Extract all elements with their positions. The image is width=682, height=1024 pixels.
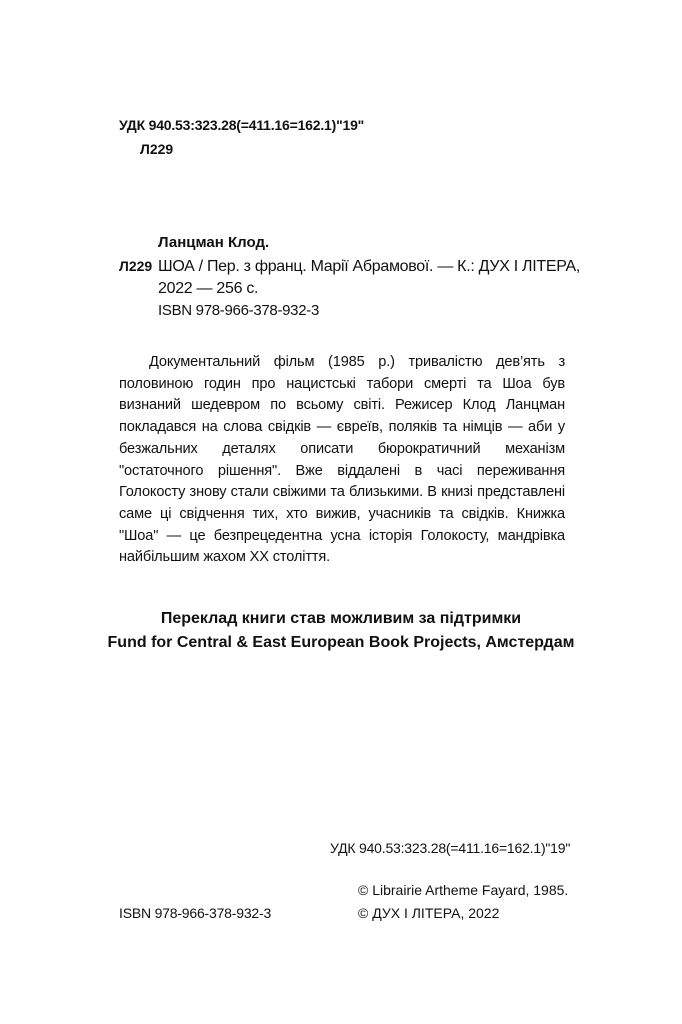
author-name: Ланцман Клод. xyxy=(158,234,270,251)
description-line-2: 2022 — 256 с. xyxy=(158,280,259,297)
udk-code-top: УДК 940.53:323.28(=411.16=162.1)"19" xyxy=(119,117,365,133)
author-code-top: Л229 xyxy=(140,141,174,157)
support-line-2: Fund for Central & East European Book Projects, Амстердам xyxy=(107,634,575,651)
udk-code-bottom: УДК 940.53:323.28(=411.16=162.1)"19" xyxy=(330,840,571,856)
author-code: Л229 xyxy=(119,258,153,274)
annotation-paragraph: Документальний фільм (1985 р.) тривалістю дев’ять з половиною годин про нацистські табори смерті та Шоа був визнаний шедевром по всьому світі. Режисер Клод Ланцман покладався на слова свідків — євреїв, поляків та німців — аби у безжальних деталях описати бюрократичний механізм "остаточного рішення". Вже віддалені в часі переживання Голокосту знову стали свіжими та близькими. В книзі представлені саме ці свідчення тих, хто вижив, учасників та свідків. Книжка "Шоа" — це безпрецедентна усна історія Голокосту, мандрівка найбільшим жахом XX століття. xyxy=(119,354,565,566)
copyright-publisher-ukrainian: © ДУХ І ЛІТЕРА, 2022 xyxy=(358,905,500,921)
bibliographic-description xyxy=(158,256,580,300)
copyright-publisher-original: © Librairie Artheme Fayard, 1985. xyxy=(358,882,569,898)
description-line-1: ШОА / Пер. з франц. Марії Абрамової. — К.: ДУХ І ЛІТЕРА, xyxy=(158,258,581,275)
isbn-bibliographic: ISBN 978-966-378-932-3 xyxy=(158,302,320,319)
isbn-bottom: ISBN 978-966-378-932-3 xyxy=(119,905,272,921)
support-line-1: Переклад книги став можливим за підтримки xyxy=(160,610,522,627)
